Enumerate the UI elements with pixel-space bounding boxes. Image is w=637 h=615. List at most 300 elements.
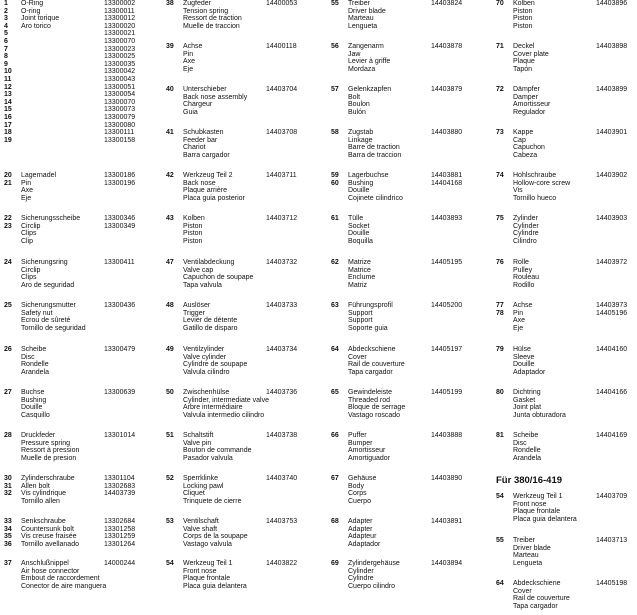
part-description: Cilindro xyxy=(513,237,537,245)
item-number: 67 xyxy=(331,475,339,482)
part-line xyxy=(496,455,637,463)
item-number: 35 xyxy=(4,533,12,541)
part-number: 13300011 xyxy=(104,7,135,15)
item-number: 31 xyxy=(4,482,12,490)
part-line xyxy=(331,15,486,23)
item-number: 74 xyxy=(496,172,504,179)
part-description: Tornillo avellanado xyxy=(21,540,79,548)
part-line xyxy=(331,66,486,74)
item-number: 5 xyxy=(4,30,8,38)
part-line xyxy=(4,325,159,333)
part-number: 14403739 xyxy=(104,490,136,498)
part-number: 14403881 xyxy=(431,172,463,179)
part-description: Disc xyxy=(21,353,35,361)
part-line xyxy=(4,533,159,541)
part-description: Junta obturadora xyxy=(513,411,566,419)
item-number: 54 xyxy=(166,560,174,567)
part-line xyxy=(331,483,486,491)
part-description: Schaltstift xyxy=(183,432,214,439)
part-line xyxy=(331,267,486,275)
part-description: Zugstab xyxy=(348,129,374,136)
part-line xyxy=(331,518,486,526)
part-number: 13301258 xyxy=(104,525,136,533)
part-entry xyxy=(496,346,637,376)
part-description: Marteau xyxy=(348,15,374,23)
part-number: 13300158 xyxy=(104,136,136,144)
item-number: 43 xyxy=(166,215,174,222)
part-line xyxy=(496,223,637,231)
part-description: Cover plate xyxy=(513,50,549,58)
part-description: Casquillo xyxy=(21,411,50,419)
part-description: Driver blade xyxy=(513,544,551,552)
part-number: 14403894 xyxy=(431,560,463,567)
part-line xyxy=(166,490,321,498)
part-description: Scheibe xyxy=(21,346,47,353)
part-description: Zangenarm xyxy=(348,43,384,50)
part-line xyxy=(4,91,159,99)
item-number: 12 xyxy=(4,83,12,91)
part-description: Allen bolt xyxy=(21,482,50,490)
part-line xyxy=(496,238,637,246)
part-line xyxy=(4,215,159,223)
part-line xyxy=(496,580,637,588)
part-line xyxy=(166,267,321,275)
item-number: 42 xyxy=(166,172,174,179)
part-description: Plaque xyxy=(513,58,535,66)
part-description: Front nose xyxy=(513,500,547,508)
part-number: 14403704 xyxy=(266,86,298,93)
part-line xyxy=(331,354,486,362)
part-entry xyxy=(331,215,486,245)
part-description: Barre de traction xyxy=(348,144,400,152)
part-line xyxy=(331,389,486,397)
part-entry xyxy=(166,43,321,73)
item-number: 64 xyxy=(331,346,339,353)
part-line xyxy=(4,223,159,231)
part-description: Plaque arrière xyxy=(183,187,227,195)
part-line xyxy=(4,455,159,463)
part-line xyxy=(166,475,321,483)
part-line xyxy=(496,545,637,553)
part-description: Matrize xyxy=(348,259,371,266)
part-entry xyxy=(496,302,637,332)
part-number: 14403903 xyxy=(596,215,628,222)
part-line xyxy=(331,0,486,8)
part-entry xyxy=(496,0,637,30)
part-description: Mordaza xyxy=(348,65,376,73)
part-description: Sperrklinke xyxy=(183,475,219,482)
part-line xyxy=(166,346,321,354)
part-description: Socket xyxy=(348,222,370,230)
part-line xyxy=(496,259,637,267)
part-entry xyxy=(331,43,486,73)
part-description: Adapter xyxy=(348,518,373,525)
part-line xyxy=(166,533,321,541)
part-description: Rondelle xyxy=(513,447,541,455)
part-description: Lagernadel xyxy=(21,172,57,179)
item-number: 81 xyxy=(496,432,504,439)
part-description: Pin xyxy=(21,179,32,187)
part-description: Joint torique xyxy=(21,15,60,23)
part-description: Cuerpo cilindro xyxy=(348,582,396,590)
part-line xyxy=(331,195,486,203)
part-description: Sleeve xyxy=(513,353,535,361)
part-number: 14403711 xyxy=(266,172,297,179)
part-line xyxy=(331,238,486,246)
item-number: 40 xyxy=(166,86,174,93)
part-description: Kolben xyxy=(183,215,205,222)
part-description: Achse xyxy=(183,43,203,50)
part-description: Levier à griffe xyxy=(348,58,391,66)
part-line xyxy=(4,187,159,195)
part-description: Aro torico xyxy=(21,22,51,30)
item-number: 16 xyxy=(4,113,12,121)
part-description: Rouleau xyxy=(513,274,540,282)
part-description: Dichtring xyxy=(513,389,541,396)
part-number: 13302684 xyxy=(104,518,136,525)
part-description: O-Ring xyxy=(21,0,44,7)
part-line xyxy=(496,187,637,195)
part-entry xyxy=(496,43,637,73)
part-line xyxy=(331,180,486,188)
part-description: Schubkasten xyxy=(183,129,224,136)
part-description: Back nose assembly xyxy=(183,93,248,101)
part-line xyxy=(331,223,486,231)
part-entry xyxy=(331,389,486,419)
item-number: 47 xyxy=(166,259,174,266)
part-description: Tapa cargador xyxy=(348,368,393,376)
part-number: 13300079 xyxy=(104,113,136,121)
part-description: Sicherungsring xyxy=(21,259,68,266)
part-entry xyxy=(331,259,486,289)
item-number: 13 xyxy=(4,91,12,99)
part-description: Bolt xyxy=(348,93,361,101)
part-line xyxy=(4,541,159,549)
part-description: Bushing xyxy=(21,396,47,404)
part-line xyxy=(4,526,159,534)
part-line xyxy=(496,537,637,545)
part-description: Placa guia delantera xyxy=(513,515,577,523)
part-description: Valve cylinder xyxy=(183,353,227,361)
part-line xyxy=(4,61,159,69)
part-entry xyxy=(331,346,486,376)
part-number: 14405200 xyxy=(431,302,463,309)
part-description: Corps xyxy=(348,490,367,498)
part-number: 14403891 xyxy=(431,518,463,525)
item-number: 4 xyxy=(4,22,8,30)
item-number: 30 xyxy=(4,475,12,482)
part-line xyxy=(4,412,159,420)
part-line xyxy=(4,440,159,448)
part-entry xyxy=(4,0,159,144)
part-line xyxy=(166,66,321,74)
part-line xyxy=(4,172,159,180)
part-number: 14400118 xyxy=(266,43,297,50)
item-number: 55 xyxy=(331,0,339,7)
item-number: 1 xyxy=(4,0,8,7)
part-entry xyxy=(166,129,321,159)
part-entry xyxy=(166,475,321,505)
part-description: Dämpfer xyxy=(513,86,540,93)
part-description: Senkschraube xyxy=(21,518,66,525)
part-description: Pasador valvula xyxy=(183,454,233,462)
part-description: Back nose xyxy=(183,179,216,187)
part-description: Lagerbuchse xyxy=(348,172,389,179)
part-description: Air hose connector xyxy=(21,567,80,575)
part-line xyxy=(4,8,159,16)
part-description: Amortisseur xyxy=(348,447,386,455)
part-number: 14403740 xyxy=(266,475,298,482)
part-description: Ressort à pression xyxy=(21,447,80,455)
part-line xyxy=(4,76,159,84)
part-line xyxy=(4,475,159,483)
part-description: Clips xyxy=(21,230,37,238)
part-description: Kappe xyxy=(513,129,534,136)
part-number: 14403733 xyxy=(266,302,298,309)
part-entry xyxy=(4,560,159,590)
part-description: Cylindre xyxy=(348,575,374,583)
item-number: 73 xyxy=(496,129,504,136)
part-line xyxy=(4,99,159,107)
item-number: 63 xyxy=(331,302,339,309)
part-line xyxy=(496,552,637,560)
part-description: Placa guia posterior xyxy=(183,194,245,202)
part-line xyxy=(166,302,321,310)
part-description: Valvula cilindro xyxy=(183,368,230,376)
part-description: Piston xyxy=(183,222,203,230)
part-description: Tornillo de seguridad xyxy=(21,324,86,332)
part-description: Trinquete de cierre xyxy=(183,497,242,505)
part-line xyxy=(331,560,486,568)
part-line xyxy=(166,0,321,8)
part-entry xyxy=(166,560,321,590)
part-number: 13300012 xyxy=(104,15,136,23)
part-description: Soporte guia xyxy=(348,324,388,332)
item-number: 11 xyxy=(4,75,12,83)
part-line xyxy=(331,533,486,541)
item-number: 28 xyxy=(4,432,12,439)
part-entry xyxy=(496,215,637,245)
part-description: Gelenkzapfen xyxy=(348,86,392,93)
part-entry xyxy=(4,346,159,376)
part-description: Amortiguador xyxy=(348,454,391,462)
part-number: 14403893 xyxy=(431,215,463,222)
part-description: Trigger xyxy=(183,309,205,317)
part-description: Cover xyxy=(513,587,532,595)
part-line xyxy=(4,122,159,130)
part-line xyxy=(496,440,637,448)
part-line xyxy=(166,455,321,463)
part-description: Treiber xyxy=(513,537,535,544)
part-number: 13300080 xyxy=(104,121,136,129)
item-number: 62 xyxy=(331,259,339,266)
part-description: Chariot xyxy=(183,144,206,152)
item-number: 79 xyxy=(496,346,504,353)
item-number: 26 xyxy=(4,346,12,353)
part-description: Axe xyxy=(513,317,526,325)
part-number: 14403888 xyxy=(431,432,463,439)
part-description: Vis xyxy=(513,187,523,195)
part-description: Barra de traccion xyxy=(348,151,402,159)
part-description: Douille xyxy=(21,404,43,412)
part-line xyxy=(4,361,159,369)
part-number: 13300043 xyxy=(104,75,136,83)
item-number: 41 xyxy=(166,129,174,136)
part-description: Disc xyxy=(513,439,527,447)
part-line xyxy=(4,397,159,405)
part-line xyxy=(331,412,486,420)
part-entry xyxy=(496,259,637,289)
part-description: Circlip xyxy=(21,266,41,274)
part-number: 13301014 xyxy=(104,432,136,439)
part-line xyxy=(496,432,637,440)
part-line xyxy=(166,389,321,397)
part-description: Adapteur xyxy=(348,533,377,541)
part-line xyxy=(331,583,486,591)
part-description: Adaptador xyxy=(348,540,381,548)
part-line xyxy=(496,86,637,94)
part-line xyxy=(166,369,321,377)
item-number: 10 xyxy=(4,68,12,76)
part-line xyxy=(331,346,486,354)
part-line xyxy=(166,86,321,94)
part-description: Driver blade xyxy=(348,7,386,15)
part-entry xyxy=(166,215,321,245)
item-number: 6 xyxy=(4,37,8,45)
part-description: Cylindre de soupape xyxy=(183,361,248,369)
part-description: Placa guia delantera xyxy=(183,582,247,590)
part-line xyxy=(166,8,321,16)
part-description: Safety nut xyxy=(21,309,53,317)
part-description: Enclume xyxy=(348,274,376,282)
part-description: Tapón xyxy=(513,65,533,73)
part-description: Zylinder xyxy=(513,215,538,222)
item-number: 76 xyxy=(496,259,504,266)
item-number: 72 xyxy=(496,86,504,93)
part-line xyxy=(496,274,637,282)
part-number: 13300051 xyxy=(104,83,136,91)
part-line xyxy=(4,317,159,325)
part-description: Buchse xyxy=(21,389,45,396)
item-number: 23 xyxy=(4,222,12,230)
part-description: Treiber xyxy=(348,0,370,7)
part-number: 13300639 xyxy=(104,389,136,396)
part-number: 14403890 xyxy=(431,475,463,482)
part-line xyxy=(331,8,486,16)
part-line xyxy=(4,432,159,440)
part-entry xyxy=(496,172,637,202)
part-entry xyxy=(331,560,486,590)
part-description: Werkzeug Teil 1 xyxy=(513,493,563,500)
part-entry xyxy=(166,302,321,332)
part-description: Tapa valvula xyxy=(183,281,222,289)
part-description: Boulon xyxy=(348,101,370,109)
part-line xyxy=(331,51,486,59)
part-line xyxy=(166,51,321,59)
part-description: Rail de couverture xyxy=(513,595,570,603)
item-number: 55 xyxy=(496,537,504,544)
part-number: 14403898 xyxy=(596,43,628,50)
part-line xyxy=(331,215,486,223)
part-description: Sicherungsmutter xyxy=(21,302,76,309)
part-description: Rodillo xyxy=(513,281,535,289)
section-title: Für 380/16-419 xyxy=(496,475,563,486)
part-description: Lengueta xyxy=(348,22,378,30)
part-number: 13300035 xyxy=(104,60,136,68)
part-description: Countersunk bolt xyxy=(21,525,74,533)
item-number: 64 xyxy=(496,580,504,587)
part-description: Scheibe xyxy=(513,432,539,439)
part-line xyxy=(4,369,159,377)
item-number: 19 xyxy=(4,136,12,144)
part-line xyxy=(4,114,159,122)
part-line xyxy=(166,575,321,583)
part-number: 13300346 xyxy=(104,215,136,222)
item-number: 60 xyxy=(331,179,339,187)
part-line xyxy=(496,501,637,509)
part-line xyxy=(496,109,637,117)
part-line xyxy=(496,447,637,455)
part-line xyxy=(4,129,159,137)
part-line xyxy=(496,172,637,180)
part-description: Locking pawl xyxy=(183,482,224,490)
part-line xyxy=(166,440,321,448)
part-line xyxy=(496,137,637,145)
part-line xyxy=(4,68,159,76)
part-entry xyxy=(166,389,321,419)
part-line xyxy=(4,302,159,310)
part-entry xyxy=(496,493,637,523)
part-description: Zylindergehäuse xyxy=(348,560,400,567)
part-description: Sicherungsscheibe xyxy=(21,215,81,222)
item-number: 69 xyxy=(331,560,339,567)
part-description: Gewindeleiste xyxy=(348,389,392,396)
part-description: Support xyxy=(348,309,373,317)
part-line xyxy=(331,259,486,267)
part-line xyxy=(496,267,637,275)
part-entry xyxy=(496,86,637,116)
part-line xyxy=(331,397,486,405)
part-line xyxy=(4,282,159,290)
part-description: Embout de raccordement xyxy=(21,575,100,583)
part-description: Joint plat xyxy=(513,404,542,412)
item-number: 52 xyxy=(166,475,174,482)
part-line xyxy=(166,215,321,223)
part-number: 14000244 xyxy=(104,560,136,567)
item-number: 49 xyxy=(166,346,174,353)
part-line xyxy=(331,455,486,463)
part-number: 13300111 xyxy=(104,129,135,137)
part-description: Adapter xyxy=(348,525,373,533)
part-description: Clips xyxy=(21,274,37,282)
part-number: 14404169 xyxy=(596,432,628,439)
part-line xyxy=(166,317,321,325)
part-description: Ventilzylinder xyxy=(183,346,225,353)
part-description: Plaque frontale xyxy=(183,575,231,583)
part-line xyxy=(331,137,486,145)
part-line xyxy=(166,137,321,145)
part-number: 13300070 xyxy=(104,37,136,45)
item-number: 39 xyxy=(166,43,174,50)
part-description: Douille xyxy=(348,187,370,195)
part-description: Adaptador xyxy=(513,368,546,376)
part-description: Vis cylindrique xyxy=(21,490,67,498)
part-description: Druckfeder xyxy=(21,432,56,439)
part-description: Circlip xyxy=(21,222,41,230)
part-description: Ecrou de sûreté xyxy=(21,317,71,325)
part-description: Anschlußnippel xyxy=(21,560,69,567)
part-description: Capuchon xyxy=(513,144,545,152)
